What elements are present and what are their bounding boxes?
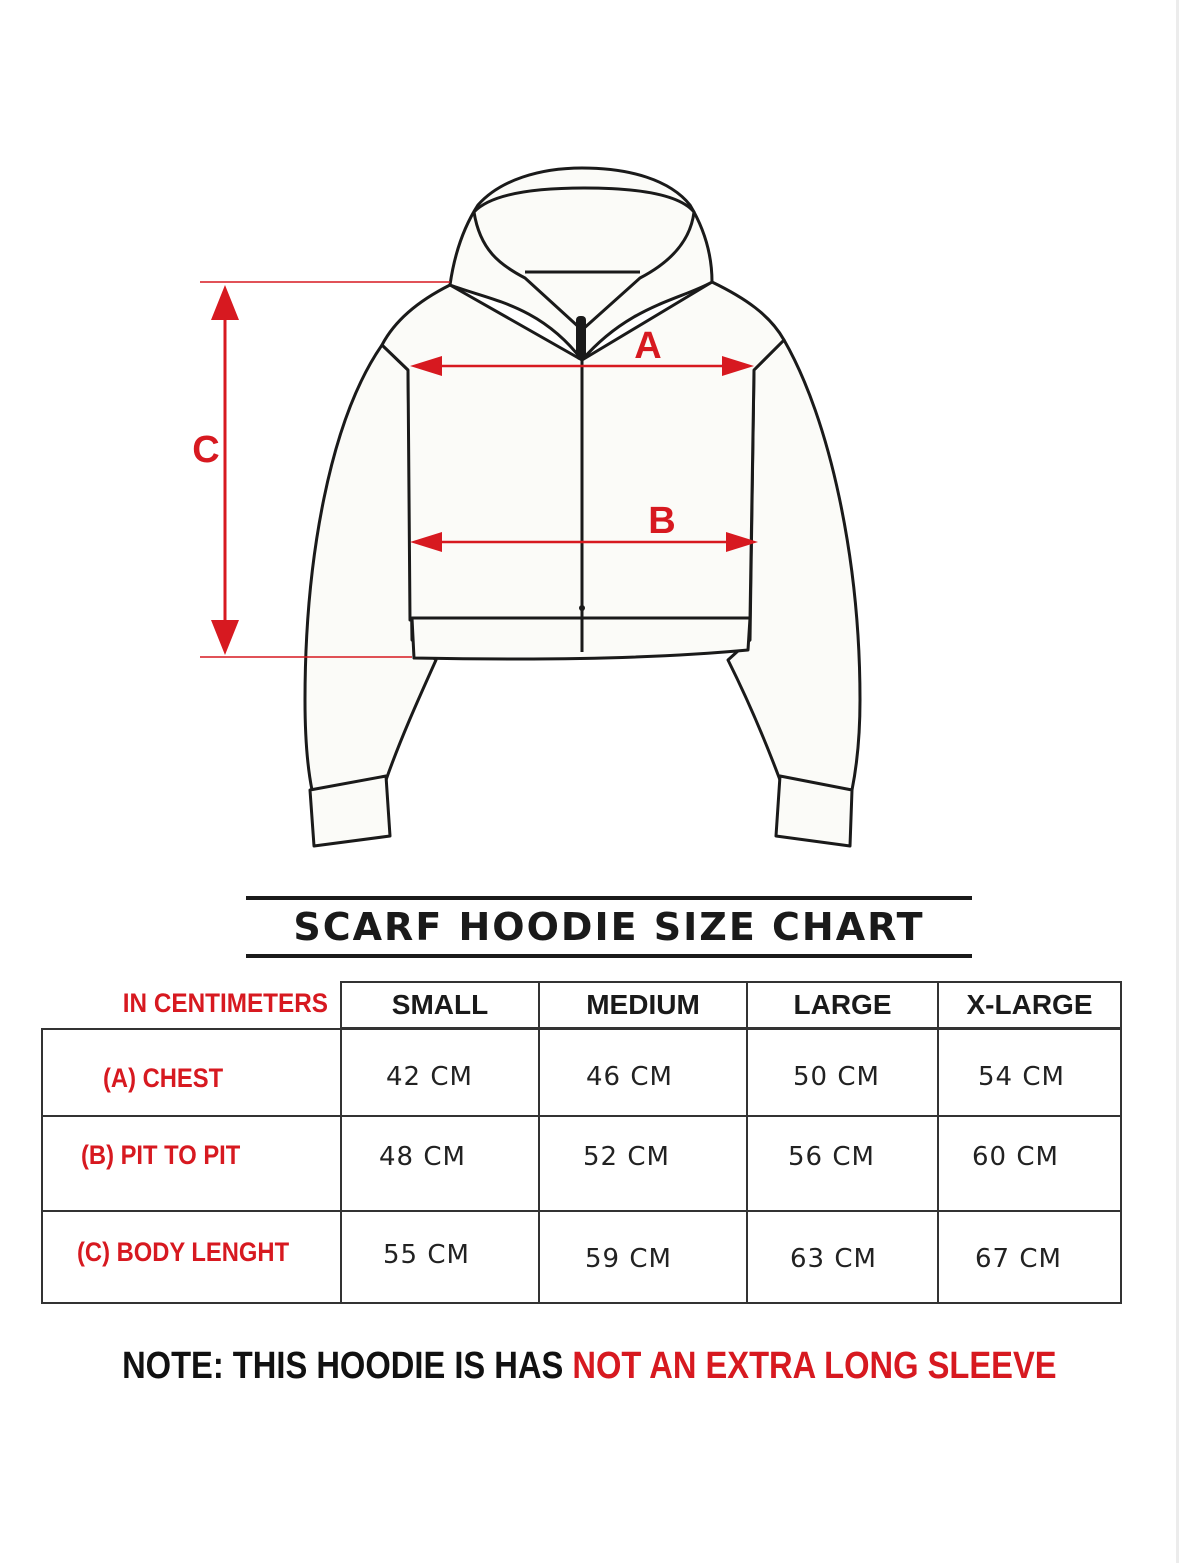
col-divider [746,1030,748,1302]
col-divider [340,1030,342,1302]
table-cell: 46 CM [586,1062,673,1092]
table-cell: 59 CM [585,1244,672,1274]
table-cell: 63 CM [790,1244,877,1274]
col-divider [937,1030,939,1302]
table-cell: 60 CM [972,1142,1059,1172]
zipper-pull [576,316,586,360]
column-header-large: LARGE [746,981,939,1029]
table-cell: 56 CM [788,1142,875,1172]
size-chart-title-bar [246,896,972,958]
left-cuff [310,776,390,846]
size-chart-title: SCARF HOODIE SIZE CHART [293,905,925,949]
note-highlight: NOT AN EXTRA LONG SLEEVE [572,1345,1057,1387]
table-cell: 42 CM [386,1062,473,1092]
zipper-stop [579,605,585,611]
row-divider [43,1210,1120,1212]
table-cell: 50 CM [793,1062,880,1092]
table-cell: 52 CM [583,1142,670,1172]
table-cell: 67 CM [975,1244,1062,1274]
column-header-xlarge: X-LARGE [937,981,1122,1029]
column-header-small: SMALL [340,981,540,1029]
label-a: A [634,325,662,367]
unit-label: IN CENTIMETERS [122,988,328,1018]
row-label-body-length: (C) BODY LENGHT [77,1237,290,1267]
table-cell: 54 CM [978,1062,1065,1092]
right-cuff [776,776,852,846]
table-cell: 55 CM [383,1240,470,1270]
c-arrow-top [211,285,239,320]
col-divider [538,1030,540,1302]
label-c: C [192,429,220,471]
c-arrow-bottom [211,620,239,655]
row-label-pit-to-pit: (B) PIT TO PIT [81,1140,241,1170]
note-prefix: NOTE: THIS HOODIE IS HAS [122,1345,573,1387]
sleeve-note [0,1345,1179,1388]
row-label-chest: (A) CHEST [103,1063,224,1093]
hood-opening [474,188,694,330]
column-header-medium: MEDIUM [538,981,748,1029]
table-cell: 48 CM [379,1142,466,1172]
row-divider [43,1115,1120,1117]
label-b: B [648,500,676,542]
size-table [41,1028,1122,1304]
